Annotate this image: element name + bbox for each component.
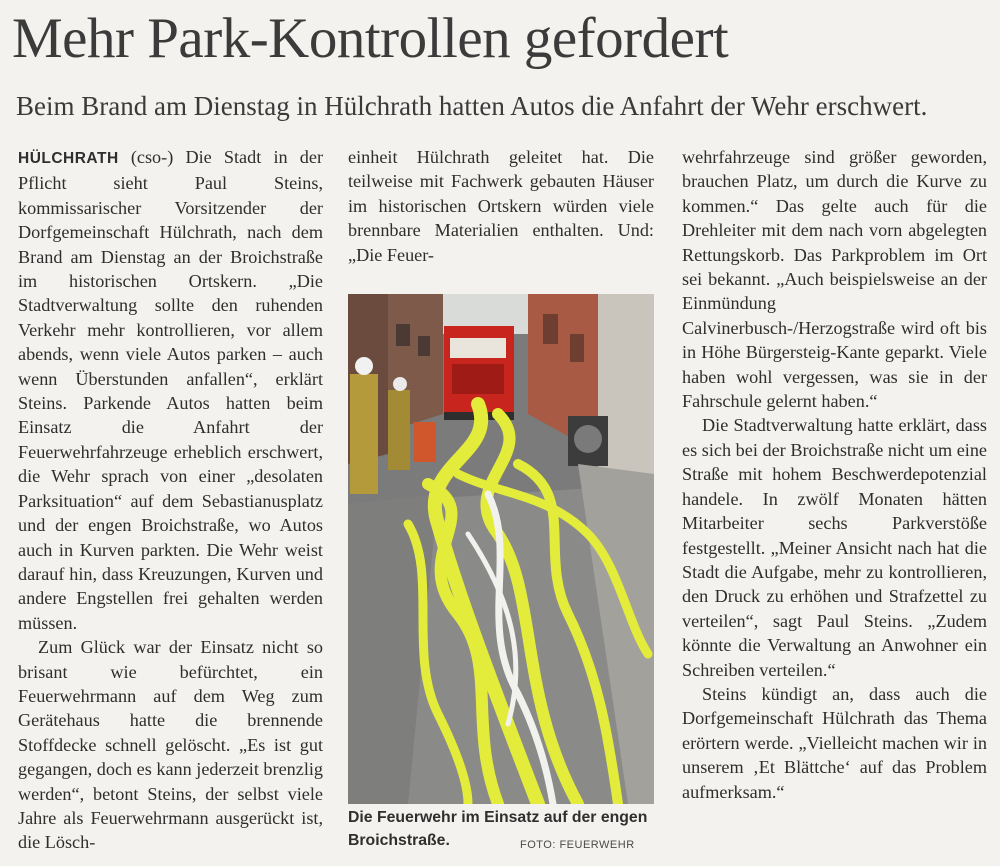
dateline: HÜLCHRATH [18, 150, 119, 167]
paragraph [18, 145, 323, 635]
paragraph-text: (cso-) Die Stadt in der Pflicht sieht Paul Steins, kommissarischer Vorsitzender der Dorfgemeinschaft Hülchrath, nach dem Brand am Dienstag an der Broichstraße im historischen Ortskern. „Die Stadtverwaltung sollte den ruhenden Verkehr mehr kontrollieren, vor allem abends, wenn viele Autos parken – auch wenn Überstunden anfallen“, erklärt Steins. Parkende Autos hatten beim Einsatz die Anfahrt der Feuerwehrfahrzeuge erheblich erschwert, die Wehr sprach von einer „desolaten Parksituation“ auf dem Sebastianusplatz und der engen Broichstraße, wo Autos auch in Kurven parkten. Die Wehr weist darauf hin, dass Kreuzungen, Kurven und andere Engstellen frei gehalten werden müssen. [18, 147, 323, 633]
paragraph: Steins kündigt an, dass auch die Dorfgemeinschaft Hülchrath das Thema erörtern werde. „Vielleicht machen wir in unserem ‚Et Blättche‘ auf das Problem aufmerksam.“ [682, 683, 987, 802]
column-2 [348, 145, 654, 267]
headline: Mehr Park-Kontrollen gefordert [12, 7, 729, 70]
paragraph: Zum Glück war der Einsatz nicht so brisant wie befürchtet, ein Feuerwehrmann auf dem Weg zum Gerätehaus hatte die brennende Stoffdecke schnell gelöscht. „Es ist gut gegangen, doch es kann jederzeit brenzlig werden“, betont Steins, der selbst viele Jahre als Feuerwehrmann ausgerückt ist, die Lösch- [18, 637, 324, 853]
column-1 [18, 145, 323, 855]
paragraph: Die Stadtverwaltung hatte erklärt, dass es sich bei der Broichstraße nicht um eine Straße mit hohem Beschwerdepotenzial handele. In zwölf Monaten hätten Mitarbeiter sechs Parkverstöße festgestellt. „Meiner Ansicht nach hat die Stadt die Aufgabe, mehr zu kontrollieren, den Druck zu erhöhen und Strafzettel zu verteilen“, sagt Paul Steins. „Zudem könnte die Verwaltung an Anwohner ein Schreiben verteilen.“ [682, 415, 987, 680]
subheadline: Beim Brand am Dienstag in Hülchrath hatten Autos die Anfahrt der Wehr erschwert. [16, 91, 928, 121]
paragraph: wehrfahrzeuge sind größer geworden, brauchen Platz, um durch die Kurve zu kommen.“ Das gelte auch für die Drehleiter mit dem nach vorn abgelegten Rettungskorb. Das Parkproblem im Ort sei bekannt. „Auch beispielsweise an der Einmündung Calvinerbusch-/Herzogstraße wird oft bis in Höhe Bürgersteig-Kante geparkt. Viele haben wohl vergessen, was sie in der Fahrschule gelernt haben.“ [682, 147, 987, 412]
photo-caption: Die Feuerwehr im Einsatz auf der engen Broichstraße. [348, 809, 648, 849]
column-3 [682, 145, 987, 804]
fire-hose-street-photo [348, 294, 654, 804]
photo-credit: FOTO: FEUERWEHR [520, 839, 635, 851]
paragraph: einheit Hülchrath geleitet hat. Die teilweise mit Fachwerk gebauten Häuser im historischen Ortskern würden viele brennbare Materialien enthalten. Und: „Die Feuer- [348, 147, 654, 265]
